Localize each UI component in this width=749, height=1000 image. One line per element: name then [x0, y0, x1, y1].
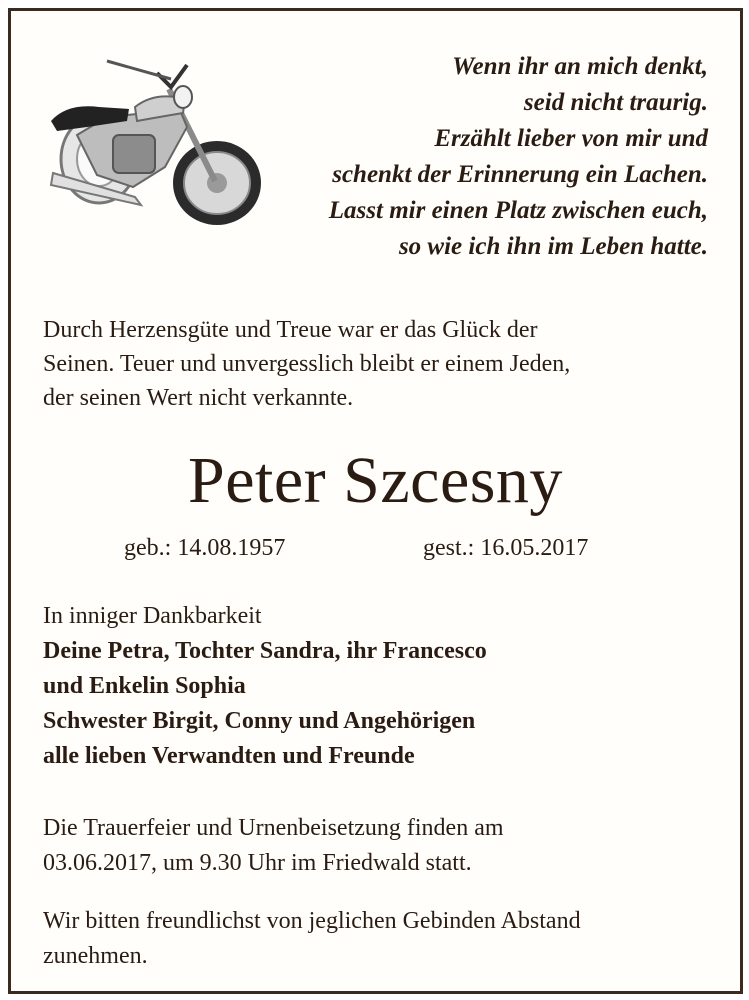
quote-line: Wenn ihr an mich denkt,	[452, 53, 708, 80]
ceremony-line: Die Trauerfeier und Urnenbeisetzung finden am	[43, 815, 504, 841]
intro-line: Seinen. Teuer und unvergesslich bleibt er einem Jeden,	[43, 351, 571, 377]
ceremony-info	[43, 811, 723, 881]
obituary-frame	[8, 8, 743, 994]
mourner-line: alle lieben Verwandten und Freunde	[43, 743, 415, 769]
thanks-heading: In inniger Dankbarkeit	[43, 603, 262, 629]
death-date: gest.: 16.05.2017	[423, 535, 589, 561]
intro-line: Durch Herzensgüte und Treue war er das Glück der	[43, 317, 538, 343]
quote-block	[238, 49, 708, 265]
thanks-block	[43, 599, 723, 774]
request-line: zunehmen.	[43, 943, 148, 969]
mourner-line: Deine Petra, Tochter Sandra, ihr Francesco	[43, 638, 487, 664]
quote-line: so wie ich ihn im Leben hatte.	[398, 233, 708, 260]
intro-text	[43, 313, 723, 415]
request-text	[43, 904, 723, 974]
quote-line: Lasst mir einen Platz zwischen euch,	[328, 197, 708, 224]
deceased-name: Peter Szcesny	[188, 444, 563, 517]
ceremony-line: 03.06.2017, um 9.30 Uhr im Friedwald statt.	[43, 850, 472, 876]
request-line: Wir bitten freundlichst von jeglichen Gebinden Abstand	[43, 908, 581, 934]
intro-line: der seinen Wert nicht verkannte.	[43, 385, 354, 411]
mourner-line: Schwester Birgit, Conny und Angehörigen	[43, 708, 476, 734]
quote-line: seid nicht traurig.	[523, 89, 708, 116]
quote-line: Erzählt lieber von mir und	[434, 125, 708, 152]
quote-line: schenkt der Erinnerung ein Lachen.	[332, 161, 708, 188]
mourner-line: und Enkelin Sophia	[43, 673, 246, 699]
motorcycle-icon	[37, 47, 269, 229]
birth-date: geb.: 14.08.1957	[124, 535, 286, 561]
